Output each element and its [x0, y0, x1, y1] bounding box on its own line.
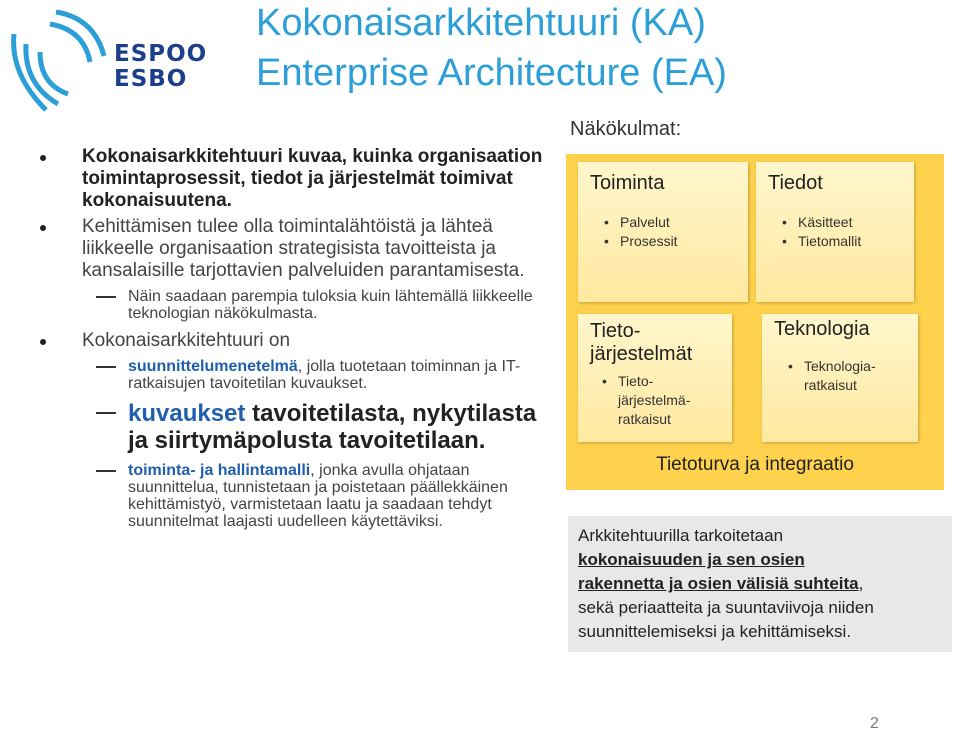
security-integration-label: Tietoturva ja integraatio — [656, 454, 854, 475]
bullet-dot-icon — [40, 339, 46, 345]
sub-bullet-2: kuvaukset tavoitetilasta, nykytilasta ja siirtymäpolusta tavoitetilaan. — [40, 400, 560, 454]
perspectives-grid — [566, 154, 944, 490]
bullet-2 — [40, 216, 560, 282]
perspectives-label: Näkökulmat: — [570, 118, 682, 140]
list-item: • Käsitteet — [798, 213, 914, 232]
espoo-logo — [6, 4, 216, 114]
bullet-3 — [40, 330, 560, 352]
bullet-3-text: Kokonaisarkkitehtuuri on — [82, 330, 291, 351]
cell-toiminta-title: Toiminta — [590, 172, 665, 194]
dash-icon — [96, 296, 116, 298]
list-item: • Palvelut — [620, 213, 748, 232]
sub-bullet-1: suunnittelumenetelmä, jolla tuotetaan toiminnan ja IT-ratkaisujen tavoitetilan kuvaukset. — [40, 358, 560, 392]
logo-arcs-icon — [6, 4, 116, 114]
cell-jarjestelmat-title-1: Tieto- — [590, 320, 641, 342]
cell-teknologia — [762, 314, 918, 442]
list-item: • Tietomallit — [798, 232, 914, 251]
cell-tiedot-title: Tiedot — [768, 172, 823, 194]
definition-line-5: suunnittelemiseksi ja kehittämiseksi. — [578, 622, 852, 641]
bullet-dot-icon — [40, 155, 46, 161]
page-title: Kokonaisarkkitehtuuri (KA) — [256, 2, 706, 44]
definition-line-3: rakennetta ja osien välisiä suhteita — [578, 574, 859, 593]
cell-toiminta — [578, 162, 748, 302]
cell-tiedot — [756, 162, 914, 302]
definition-line-4: sekä periaatteita ja suuntaviivoja niiden — [578, 598, 874, 617]
bullet-1 — [40, 146, 560, 212]
definition-line-2: kokonaisuuden ja sen osien — [578, 550, 805, 569]
logo-line-1: ESPOO — [114, 41, 208, 67]
logo-line-2: ESBO — [114, 66, 188, 92]
cell-jarjestelmat — [578, 314, 732, 442]
definition-box: Arkkitehtuurilla tarkoitetaan kokonaisuuden ja sen osien rakennetta ja osien välisiä suhteita, sekä periaatteita ja suuntaviivoja niiden suunnittelemiseksi ja kehittämiseksi. — [568, 516, 952, 652]
bullet-2-sub: Näin saadaan parempia tuloksia kuin lähtemällä liikkeelle teknologian näkökulmasta. — [40, 288, 560, 322]
dash-icon — [96, 412, 116, 414]
dash-icon — [96, 366, 116, 368]
page-number: 2 — [870, 715, 879, 732]
sub-bullet-3: toiminta- ja hallintamalli, jonka avulla ohjataan suunnittelua, tunnistetaan ja poistetaan päällekkäinen kehittämistyö, varmistetaan laatu ja saadaan tehdyt suunnitelmat laajasti uudelleen käytettäviksi. — [40, 462, 560, 530]
list-item: • Teknologia- ratkaisut — [804, 357, 918, 395]
left-content — [40, 146, 560, 538]
bullet-1-text: Kokonaisarkkitehtuuri kuvaa, kuinka organisaation toimintaprosessit, tiedot ja järjestelmät toimivat kokonaisuutena. — [82, 146, 543, 211]
cell-teknologia-title: Teknologia — [774, 318, 870, 340]
page-subtitle: Enterprise Architecture (EA) — [256, 52, 727, 94]
definition-line-1: Arkkitehtuurilla tarkoitetaan — [578, 526, 784, 545]
list-item: • Tieto- järjestelmä- ratkaisut — [618, 372, 732, 429]
cell-jarjestelmat-title-2: järjestelmät — [590, 343, 693, 365]
list-item: • Prosessit — [620, 232, 748, 251]
dash-icon — [96, 470, 116, 472]
bullet-2-text: Kehittämisen tulee olla toimintalähtöistä ja lähteä liikkeelle organisaation strategisista tavoitteista ja kansalaisille tarjottavien palveluiden parantamisesta. — [82, 216, 525, 281]
bullet-dot-icon — [40, 225, 46, 231]
